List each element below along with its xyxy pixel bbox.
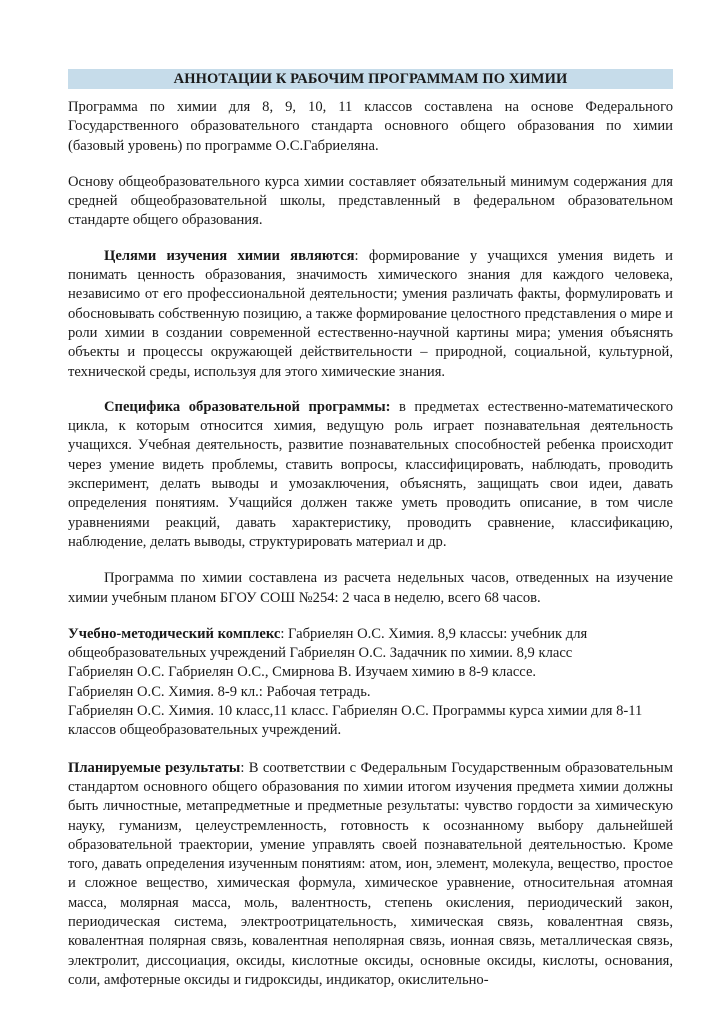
document-title: АННОТАЦИИ К РАБОЧИМ ПРОГРАММАМ ПО ХИМИИ xyxy=(68,69,673,89)
goals-text: : формирование у учащихся умения видеть и понимать ценность образования, значимость химического знания для каждого человека, независимо от его профессиональной деятельности; умения различать факты, формулировать и обосновывать собственную позицию, а также формирование целостного представления о мире и роли химии в создании современной естественно-научной картины мира; умения объяснять объекты и процессы окружающей действительности – природной, социальной, культурной, технической среды, используя для этого химические знания. xyxy=(68,247,673,380)
specifics-heading: Специфика образовательной программы: xyxy=(104,398,391,415)
results-text: : В соответствии с Федеральным Государственным образовательным стандартом основного общего образования по химии итогом изучения предмета химии должны быть личностные, метапредметные и предметные результаты: чувство гордости за химическую науку, гуманизм, целеустремленность, готовность к осознанному выбору дальнейшей образовательной траектории, умение управлять своей познавательной деятельностью. Кроме того, давать определения изученным понятиям: атом, ион, элемент, молекула, вещество, простое и сложное вещество, химическая формула, химическое уравнение, относительная атомная масса, молярная масса, моль, валентность, степень окисления, периодический закон, периодическая система, электроотрицательность, химическая связь, ковалентная связь, ковалентная полярная связь, ковалентная неполярная связь, ионная связь, металлическая связь, электролит, диссоциация, оксиды, кислотные оксиды, основные оксиды, кислоты, основания, соли, амфотерные оксиды и гидроксиды, индикатор, окислительно- xyxy=(68,759,673,988)
results-paragraph xyxy=(68,759,673,991)
umk-line xyxy=(68,625,673,644)
specifics-paragraph xyxy=(68,398,673,552)
goals-paragraph xyxy=(68,247,673,382)
umk-line: Габриелян О.С. Химия. 10 класс,11 класс. Габриелян О.С. Программы курса химии для 8-11 xyxy=(68,703,643,720)
goals-heading: Целями изучения химии являются xyxy=(104,247,355,264)
hours-paragraph: Программа по химии составлена из расчета недельных часов, отведенных на изучение химии учебным планом БГОУ СОШ №254: 2 часа в неделю, всего 68 часов. xyxy=(68,570,673,606)
umk-paragraph xyxy=(68,625,673,741)
basis-paragraph: Основу общеобразовательного курса химии составляет обязательный минимум содержания для средней общеобразовательной школы, представленный в федеральном образовательном стандарте общего образования. xyxy=(68,173,673,229)
document-body xyxy=(68,98,673,990)
umk-line-text: : Габриелян О.С. Химия. 8,9 классы: учебник для xyxy=(280,625,588,642)
umk-line: классов общеобразовательных учреждений. xyxy=(68,722,342,739)
umk-line: общеобразовательных учреждений Габриелян О.С. Задачник по химии. 8,9 класс xyxy=(68,645,573,662)
results-heading: Планируемые результаты xyxy=(68,759,241,776)
umk-line: Габриелян О.С. Габриелян О.С., Смирнова В. Изучаем химию в 8-9 классе. xyxy=(68,664,537,681)
intro-paragraph: Программа по химии для 8, 9, 10, 11 классов составлена на основе Федерального Государственного образовательного стандарта основного общего образования по химии (базовый уровень) по программе О.С.Габриеляна. xyxy=(68,99,673,154)
umk-line: Габриелян О.С. Химия. 8-9 кл.: Рабочая тетрадь. xyxy=(68,683,371,700)
specifics-text: в предметах естественно-математического цикла, к которым относится химия, ведущую роль играет познавательная деятельность учащихся. Учебная деятельность, развитие познавательных способностей ребенка происходит через умение видеть проблемы, ставить вопросы, классифицировать, наблюдать, проводить эксперимент, делать выводы и умозаключения, объяснять, защищать свои идеи, давать определения понятиям. Учащийся должен также уметь проводить описание, в том числе уравнениями реакций, давать характеристику, проводить сравнение, классификацию, наблюдение, делать выводы, структурировать материал и др. xyxy=(68,398,673,550)
umk-heading: Учебно-методический комплекс xyxy=(68,625,281,642)
